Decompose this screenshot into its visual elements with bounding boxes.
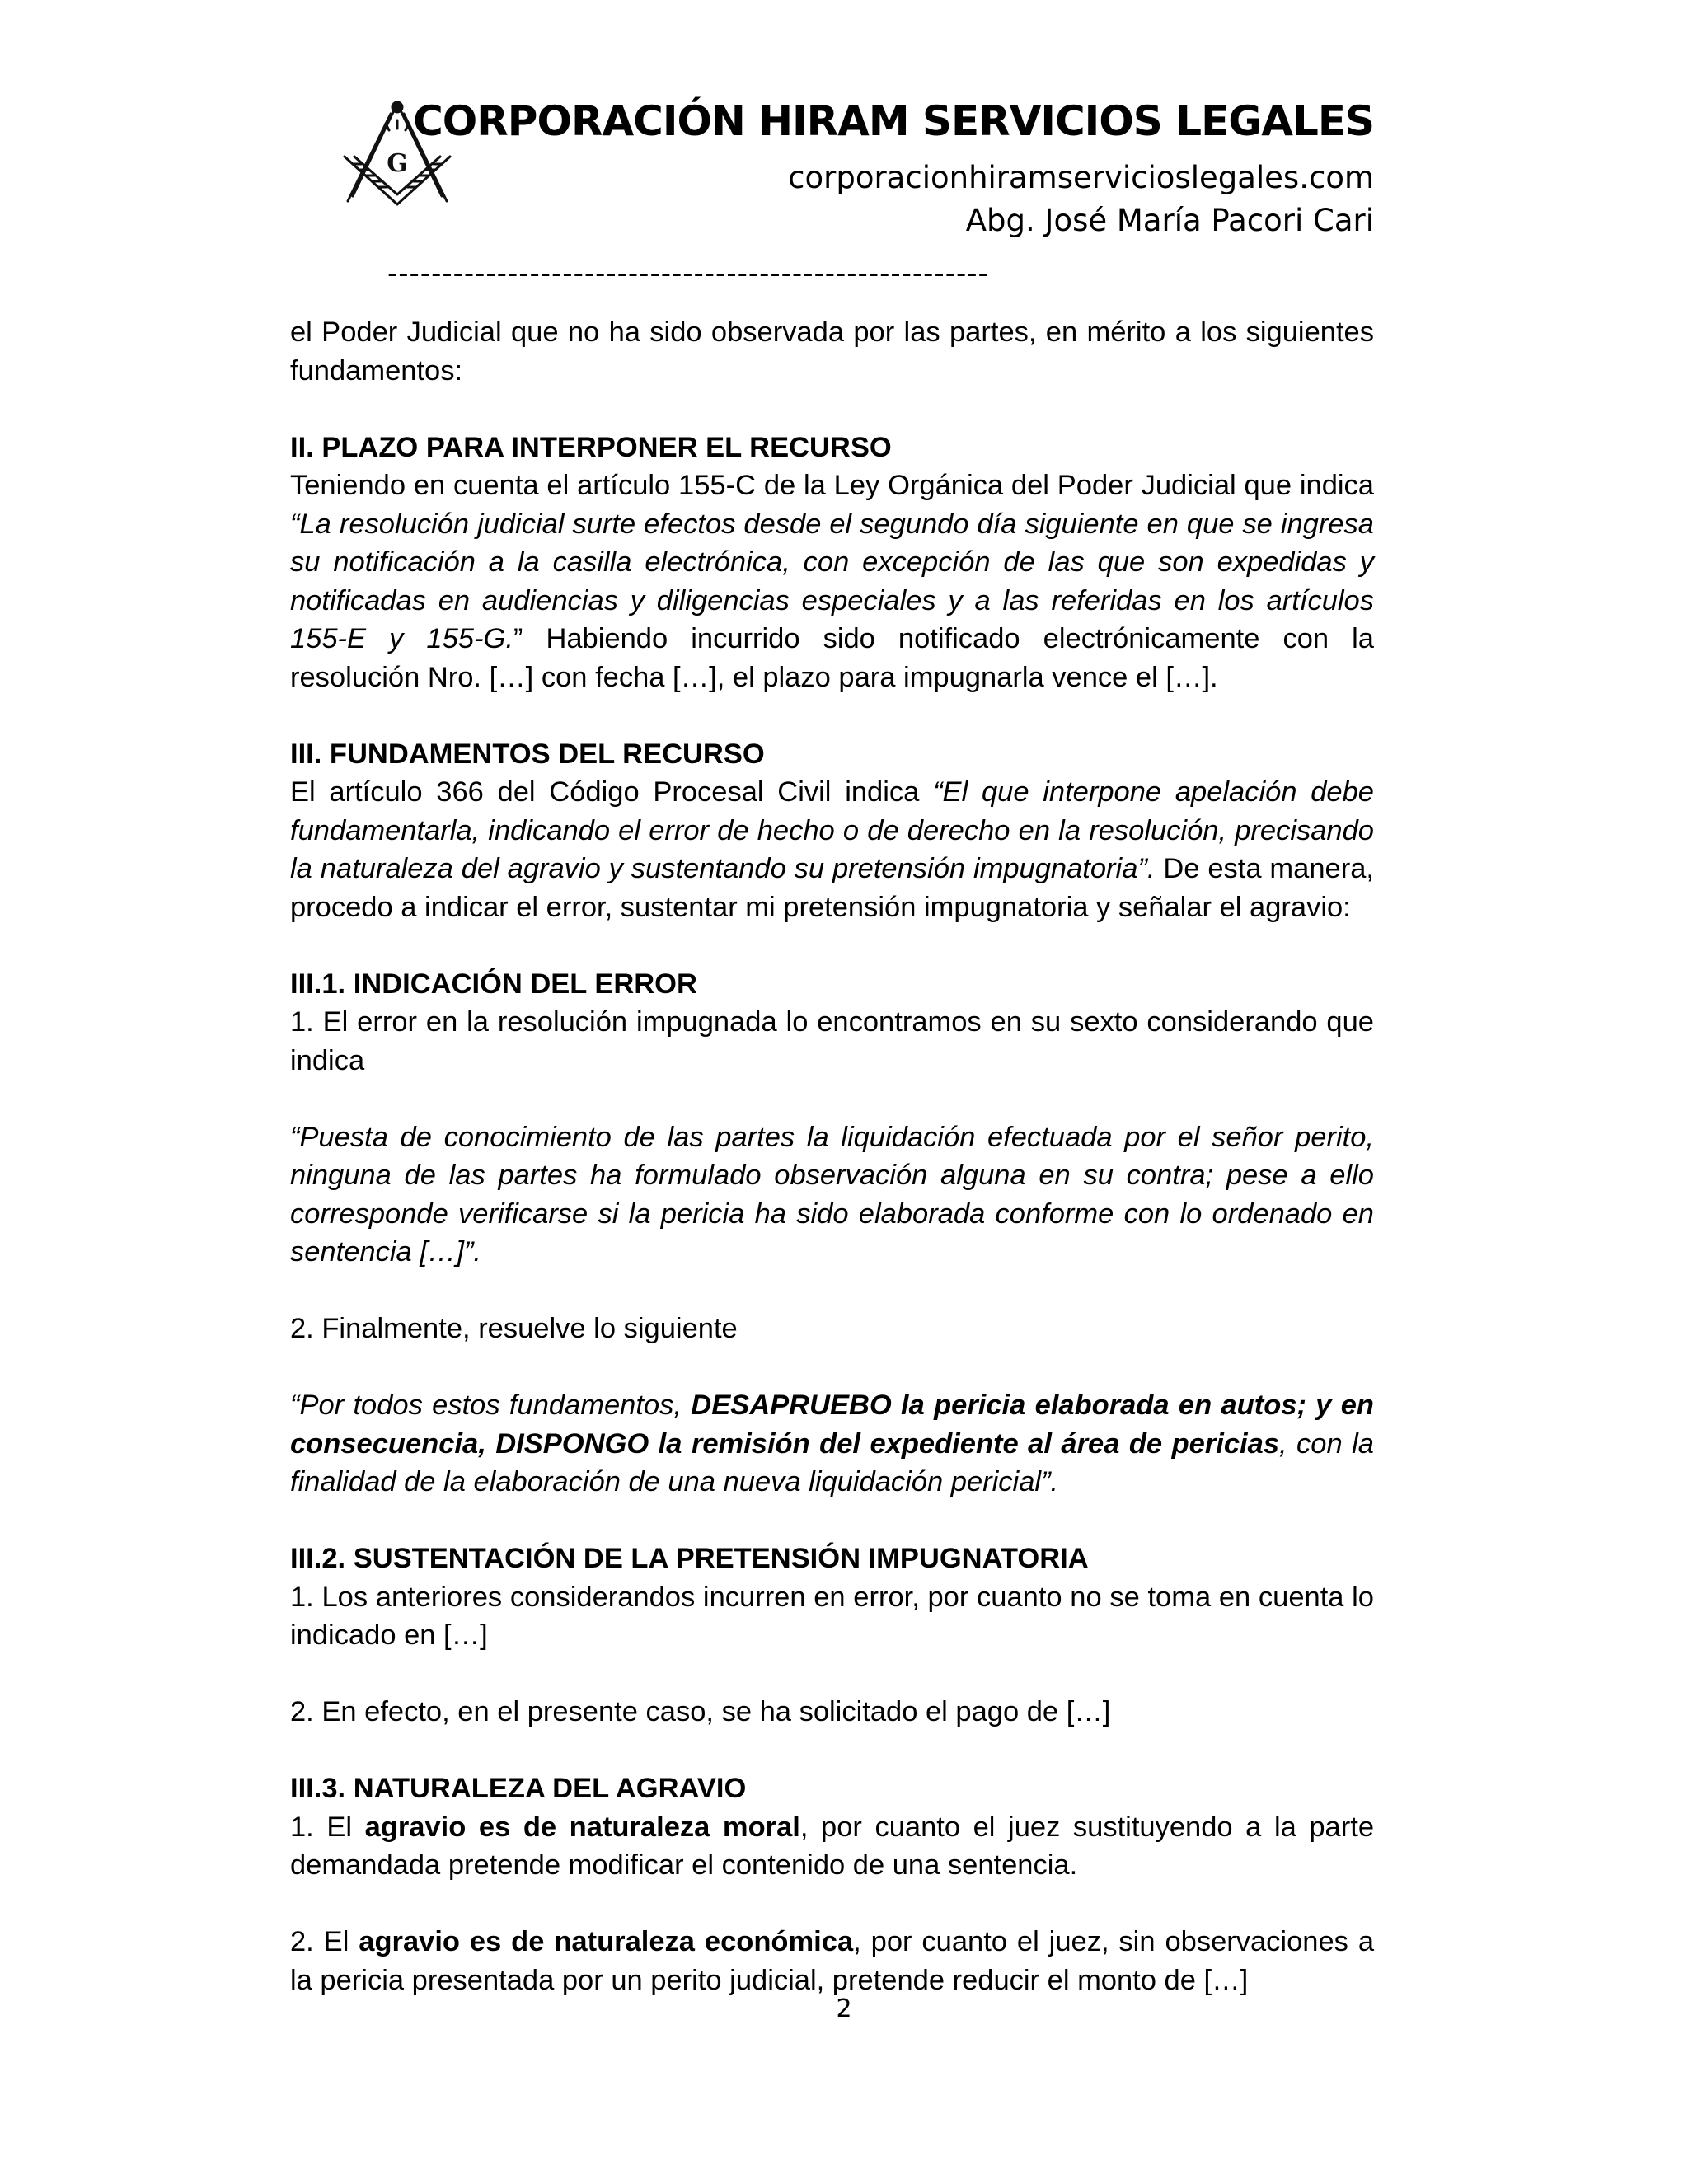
fundamentos-text-start: El artículo 366 del Código Procesal Civil indica <box>290 776 934 808</box>
plazo-text-end: ” Habiendo incurrido sido notificado electrónicamente con la resolución Nro. […] con fecha […], el plazo para impugnarla vence el […]. <box>290 623 1374 693</box>
spacer <box>290 1348 1374 1387</box>
sustentacion-paragraph-2: 2. En efecto, en el presente caso, se ha solicitado el pago de […] <box>290 1696 1111 1727</box>
fundamentos-text-end: De esta manera, procedo a indicar el error, sustentar mi pretensión impugnatoria y señalar el agravio: <box>290 853 1374 923</box>
spacer <box>290 696 1374 735</box>
error-quote-2-start: “Por todos estos fundamentos, <box>290 1390 692 1421</box>
section-heading-plazo: II. PLAZO PARA INTERPONER EL RECURSO <box>290 431 892 463</box>
spacer <box>290 1080 1374 1118</box>
section-heading-error: III.1. INDICACIÓN DEL ERROR <box>290 968 697 1000</box>
error-quote-1 <box>290 1118 1374 1272</box>
agravio-1-bold: agravio es de naturaleza moral <box>364 1811 800 1843</box>
header-divider: ------------------------------------------------------- <box>387 257 989 290</box>
fundamentos-paragraph <box>290 773 1374 926</box>
error-paragraph-2: 2. Finalmente, resuelve lo siguiente <box>290 1313 738 1344</box>
error-quote-1-text: “Puesta de conocimiento de las partes la liquidación efectuada por el señor perito, ninguna de las partes ha formulado observación alguna en su contra; pese a ello corresponde verificarse si la pericia ha sido elaborada conforme con lo ordenado en sentencia […]”. <box>290 1121 1374 1268</box>
section-heading-agravio: III.3. NATURALEZA DEL AGRAVIO <box>290 1773 747 1804</box>
section-heading-fundamentos: III. FUNDAMENTOS DEL RECURSO <box>290 738 765 770</box>
agravio-2-bold: agravio es de naturaleza económica <box>359 1926 854 1957</box>
agravio-1-end: , por cuanto el juez sustituyendo a la parte demandada pretende modificar el contenido de una sentencia. <box>290 1811 1375 1881</box>
error-paragraph-1: 1. El error en la resolución impugnada lo encontramos en su sexto considerando que indica <box>290 1006 1374 1076</box>
spacer <box>290 926 1374 965</box>
section-heading-sustentacion: III.2. SUSTENTACIÓN DE LA PRETENSIÓN IMPUGNATORIA <box>290 1543 1089 1574</box>
error-quote-2-end: , con la finalidad de la elaboración de una nueva liquidación pericial”. <box>290 1427 1374 1497</box>
error-quote-2-bold: DESAPRUEBO la pericia elaborada en autos; y en consecuencia, DISPONGO la remisión del expediente al área de pericias <box>290 1390 1374 1460</box>
agravio-2-start: 2. El <box>290 1926 359 1957</box>
agravio-1-start: 1. El <box>290 1811 365 1843</box>
spacer <box>290 1655 1374 1694</box>
spacer <box>290 390 1374 429</box>
error-quote-2 <box>290 1386 1374 1502</box>
lawyer-name: Abg. José María Pacori Cari <box>965 203 1374 238</box>
letterhead <box>0 0 1688 305</box>
plazo-text-start: Teniendo en cuenta el artículo 155-C de la Ley Orgánica del Poder Judicial que indica <box>290 470 1374 501</box>
plazo-quote: “La resolución judicial surte efectos desde el segundo día siguiente en que se ingresa su notificación a la casilla electrónica, con excepción de las que son expedidas y notificadas en audiencias y diligencias especiales y a las referidas en los artículos 155-E y 155-G. <box>290 508 1374 654</box>
logo-letter: G <box>387 149 408 178</box>
spacer <box>290 1732 1374 1770</box>
firm-name: CORPORACIÓN HIRAM SERVICIOS LEGALES <box>413 97 1374 145</box>
firm-website: corporacionhiramservicioslegales.com <box>788 160 1374 195</box>
intro-paragraph: el Poder Judicial que no ha sido observada por las partes, en mérito a los siguientes fundamentos: <box>290 316 1374 387</box>
document-body <box>290 313 1374 1999</box>
agravio-2-end: , por cuanto el juez, sin observaciones a la pericia presentada por un perito judicial, pretende reducir el monto de […] <box>290 1926 1375 1996</box>
spacer <box>290 1885 1374 1924</box>
spacer <box>290 1502 1374 1540</box>
fundamentos-quote: “El que interpone apelación debe fundamentarla, indicando el error de hecho o de derecho en la resolución, precisando la naturaleza del agravio y sustentando su pretensión impugnatoria”. <box>290 776 1374 884</box>
agravio-paragraph-1 <box>290 1808 1374 1885</box>
sustentacion-paragraph-1: 1. Los anteriores considerandos incurren en error, por cuanto no se toma en cuenta lo indicado en […] <box>290 1581 1374 1651</box>
spacer <box>290 1272 1374 1310</box>
page-number: 2 <box>836 1994 852 2023</box>
plazo-paragraph <box>290 466 1374 696</box>
agravio-paragraph-2 <box>290 1923 1374 1999</box>
